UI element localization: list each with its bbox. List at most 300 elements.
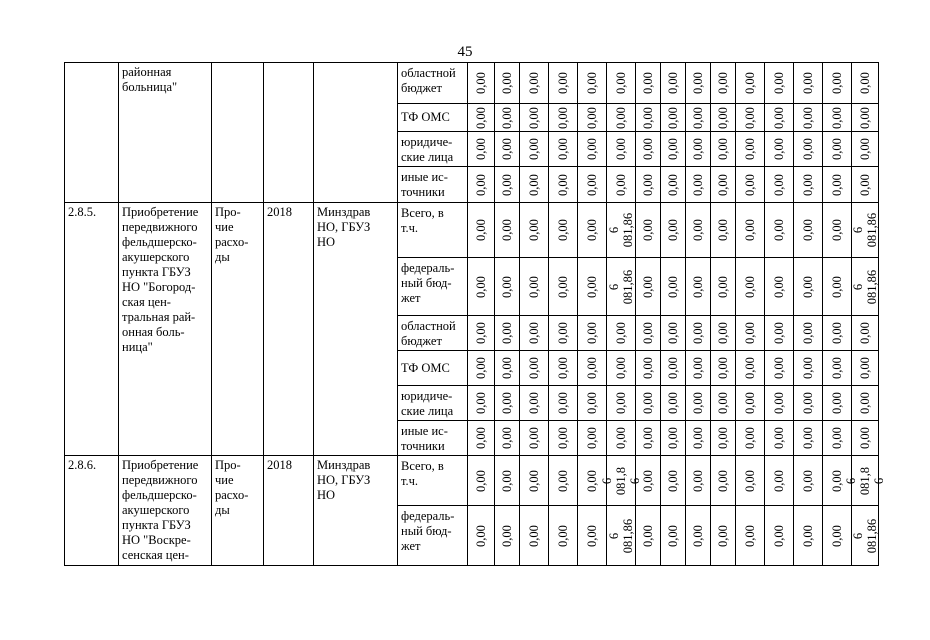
amount-value: 6 081,86 — [607, 518, 635, 553]
amount-value: 0,00 — [556, 322, 570, 344]
amount-value: 0,00 — [500, 72, 514, 94]
amount-value: 0,00 — [556, 275, 570, 298]
amount-cell — [520, 386, 549, 421]
amount-cell — [549, 421, 578, 456]
amount-cell — [711, 386, 736, 421]
amount-value: 6 081,86 — [607, 212, 635, 248]
amount-cell — [607, 167, 636, 203]
amount-value: 0,00 — [641, 392, 655, 414]
item-executor: Минздрав НО, ГБУЗ НО — [314, 456, 398, 566]
amount-cell — [549, 351, 578, 386]
amount-value: 0,00 — [801, 106, 815, 129]
amount-cell — [794, 104, 823, 132]
amount-cell — [495, 351, 520, 386]
amount-value: 0,00 — [474, 138, 488, 160]
amount-cell — [636, 456, 661, 506]
amount-value: 0,00 — [666, 322, 680, 344]
amount-value: 0,00 — [500, 275, 514, 298]
amount-value: 0,00 — [801, 219, 815, 241]
amount-cell — [823, 386, 852, 421]
amount-cell — [736, 316, 765, 351]
amount-value: 0,00 — [691, 427, 705, 449]
amount-value: 0,00 — [585, 357, 599, 379]
amount-cell — [794, 203, 823, 258]
amount-value: 0,00 — [772, 469, 786, 492]
amount-cell — [852, 132, 879, 167]
amount-value: 0,00 — [666, 173, 680, 196]
amount-value: 0,00 — [801, 138, 815, 160]
amount-value: 0,00 — [585, 275, 599, 298]
amount-value: 0,00 — [830, 173, 844, 196]
funding-source: юридиче- ские лица — [398, 132, 468, 167]
amount-value: 6 081,86 — [851, 212, 879, 248]
amount-cell — [823, 351, 852, 386]
funding-source: юридиче- ские лица — [398, 386, 468, 421]
amount-value: 0,00 — [772, 173, 786, 196]
amount-value: 0,00 — [801, 469, 815, 492]
amount-value: 0,00 — [474, 72, 488, 94]
amount-cell — [468, 258, 495, 316]
amount-value: 0,00 — [716, 275, 730, 298]
amount-value: 0,00 — [830, 106, 844, 129]
amount-cell — [765, 351, 794, 386]
funding-source: областной бюджет — [398, 63, 468, 104]
amount-cell — [495, 63, 520, 104]
amount-cell — [823, 316, 852, 351]
amount-cell — [607, 104, 636, 132]
amount-cell — [495, 316, 520, 351]
amount-value: 0,00 — [830, 322, 844, 344]
amount-value: 0,00 — [858, 106, 872, 129]
amount-value: 0,00 — [858, 427, 872, 449]
amount-cell — [794, 316, 823, 351]
amount-cell — [578, 203, 607, 258]
amount-value: 0,00 — [830, 219, 844, 241]
amount-value: 0,00 — [641, 138, 655, 160]
amount-cell — [549, 456, 578, 506]
amount-cell — [636, 167, 661, 203]
amount-cell — [661, 421, 686, 456]
amount-cell — [823, 63, 852, 104]
item-executor — [314, 63, 398, 203]
amount-cell — [711, 316, 736, 351]
amount-cell — [736, 351, 765, 386]
amount-value: 0,00 — [858, 357, 872, 379]
amount-value: 0,00 — [830, 72, 844, 94]
amount-value: 6 081,86 — [607, 269, 635, 304]
amount-value: 0,00 — [858, 392, 872, 414]
amount-cell — [495, 203, 520, 258]
amount-value: 0,00 — [743, 392, 757, 414]
amount-value: 0,00 — [801, 427, 815, 449]
amount-cell — [794, 258, 823, 316]
amount-value: 0,00 — [716, 173, 730, 196]
amount-cell — [468, 421, 495, 456]
amount-cell — [765, 386, 794, 421]
amount-value: 0,00 — [743, 469, 757, 492]
amount-cell — [520, 104, 549, 132]
amount-value: 0,00 — [691, 469, 705, 492]
amount-cell — [736, 132, 765, 167]
amount-value: 0,00 — [743, 106, 757, 129]
amount-value: 0,00 — [691, 275, 705, 298]
amount-value: 0,00 — [772, 392, 786, 414]
amount-value: 0,00 — [527, 219, 541, 241]
expense-type: Про- чие расхо- ды — [212, 203, 264, 456]
amount-value: 0,00 — [527, 469, 541, 492]
amount-value: 0,00 — [641, 173, 655, 196]
amount-value: 0,00 — [743, 275, 757, 298]
amount-cell — [711, 258, 736, 316]
table-row — [65, 456, 879, 506]
amount-cell — [852, 351, 879, 386]
amount-value: 0,00 — [830, 138, 844, 160]
amount-value: 0,00 — [474, 524, 488, 547]
amount-cell — [661, 132, 686, 167]
amount-cell — [794, 506, 823, 566]
amount-value: 0,00 — [716, 469, 730, 492]
amount-cell — [686, 421, 711, 456]
amount-cell — [686, 203, 711, 258]
amount-value: 0,00 — [527, 106, 541, 129]
funding-source: иные ис- точники — [398, 167, 468, 203]
amount-value: 0,00 — [500, 392, 514, 414]
amount-cell — [468, 104, 495, 132]
amount-cell — [549, 132, 578, 167]
amount-cell — [549, 386, 578, 421]
amount-value: 0,00 — [500, 322, 514, 344]
amount-value: 0,00 — [585, 322, 599, 344]
amount-value: 0,00 — [666, 427, 680, 449]
item-executor: Минздрав НО, ГБУЗ НО — [314, 203, 398, 456]
amount-value: 0,00 — [772, 322, 786, 344]
amount-cell — [636, 63, 661, 104]
amount-cell — [495, 506, 520, 566]
amount-cell — [765, 104, 794, 132]
amount-value: 0,00 — [614, 427, 628, 449]
amount-cell — [636, 104, 661, 132]
amount-cell — [686, 506, 711, 566]
amount-cell — [686, 104, 711, 132]
amount-value: 0,00 — [500, 219, 514, 241]
expense-type — [212, 63, 264, 203]
amount-cell — [794, 63, 823, 104]
item-name: районная больница" — [119, 63, 212, 203]
amount-value: 0,00 — [858, 322, 872, 344]
amount-cell — [578, 351, 607, 386]
amount-cell — [520, 132, 549, 167]
amount-value: 0,00 — [614, 357, 628, 379]
amount-value: 0,00 — [801, 275, 815, 298]
amount-cell — [578, 132, 607, 167]
amount-value: 0,00 — [585, 219, 599, 241]
amount-value: 0,00 — [585, 72, 599, 94]
amount-value: 0,00 — [556, 219, 570, 241]
amount-value: 0,00 — [474, 219, 488, 241]
amount-value: 0,00 — [500, 138, 514, 160]
amount-cell — [711, 104, 736, 132]
amount-cell — [765, 167, 794, 203]
amount-cell — [549, 203, 578, 258]
amount-value: 0,00 — [666, 469, 680, 492]
funding-source: федераль- ный бюд- жет — [398, 258, 468, 316]
amount-cell — [495, 132, 520, 167]
amount-cell — [520, 316, 549, 351]
amount-cell — [852, 421, 879, 456]
amount-value: 0,00 — [500, 524, 514, 547]
amount-cell — [468, 351, 495, 386]
amount-cell — [794, 386, 823, 421]
amount-cell — [823, 258, 852, 316]
amount-value: 0,00 — [772, 524, 786, 547]
amount-cell — [765, 316, 794, 351]
amount-value: 0,00 — [666, 138, 680, 160]
amount-value: 0,00 — [641, 469, 655, 492]
amount-cell — [636, 351, 661, 386]
amount-value: 0,00 — [527, 173, 541, 196]
amount-value: 0,00 — [716, 392, 730, 414]
amount-cell — [711, 351, 736, 386]
amount-value: 0,00 — [666, 392, 680, 414]
amount-value: 0,00 — [641, 275, 655, 298]
amount-cell — [765, 421, 794, 456]
amount-cell — [549, 506, 578, 566]
amount-cell — [661, 258, 686, 316]
amount-cell — [765, 506, 794, 566]
amount-cell — [823, 132, 852, 167]
amount-value: 6 081,86 — [851, 269, 879, 304]
amount-value: 0,00 — [556, 138, 570, 160]
amount-value: 0,00 — [830, 392, 844, 414]
amount-value: 0,00 — [527, 275, 541, 298]
amount-value: 0,00 — [691, 173, 705, 196]
amount-cell — [636, 421, 661, 456]
amount-value: 0,00 — [527, 357, 541, 379]
amount-value: 6 081,86 — [851, 518, 879, 553]
item-year: 2018 — [264, 456, 314, 566]
amount-cell — [661, 351, 686, 386]
amount-value: 0,00 — [743, 173, 757, 196]
page-number: 45 — [457, 44, 473, 60]
amount-value: 0,00 — [614, 72, 628, 94]
amount-value: 0,00 — [743, 138, 757, 160]
amount-value: 0,00 — [641, 524, 655, 547]
amount-cell — [686, 456, 711, 506]
amount-cell — [711, 63, 736, 104]
amount-value: 0,00 — [527, 138, 541, 160]
amount-value: 0,00 — [585, 469, 599, 492]
amount-cell — [636, 386, 661, 421]
amount-cell — [578, 104, 607, 132]
amount-value: 0,00 — [641, 219, 655, 241]
amount-value: 0,00 — [830, 357, 844, 379]
amount-cell — [711, 421, 736, 456]
amount-cell — [520, 258, 549, 316]
amount-cell — [823, 421, 852, 456]
amount-value: 6 081,8 6 — [844, 466, 886, 495]
amount-value: 0,00 — [500, 173, 514, 196]
amount-value: 0,00 — [556, 106, 570, 129]
funding-source: Всего, в т.ч. — [398, 203, 468, 258]
amount-cell — [495, 456, 520, 506]
amount-cell — [520, 167, 549, 203]
amount-value: 0,00 — [641, 72, 655, 94]
amount-value: 0,00 — [666, 524, 680, 547]
amount-value: 0,00 — [556, 469, 570, 492]
amount-cell — [661, 456, 686, 506]
amount-value: 0,00 — [716, 357, 730, 379]
amount-cell — [520, 351, 549, 386]
amount-value: 0,00 — [527, 524, 541, 547]
amount-value: 0,00 — [527, 322, 541, 344]
amount-cell — [520, 421, 549, 456]
amount-cell — [661, 203, 686, 258]
amount-cell — [607, 132, 636, 167]
amount-cell — [578, 258, 607, 316]
amount-value: 0,00 — [830, 524, 844, 547]
amount-value: 0,00 — [585, 138, 599, 160]
amount-cell — [607, 421, 636, 456]
amount-value: 0,00 — [474, 106, 488, 129]
amount-value: 0,00 — [527, 427, 541, 449]
amount-value: 0,00 — [585, 427, 599, 449]
amount-value: 0,00 — [830, 469, 844, 492]
amount-value: 0,00 — [691, 322, 705, 344]
amount-value: 0,00 — [614, 106, 628, 129]
amount-value: 0,00 — [585, 392, 599, 414]
amount-cell — [794, 132, 823, 167]
amount-value: 0,00 — [743, 219, 757, 241]
amount-value: 0,00 — [716, 106, 730, 129]
funding-source: иные ис- точники — [398, 421, 468, 456]
amount-cell — [495, 167, 520, 203]
amount-value: 0,00 — [858, 138, 872, 160]
amount-value: 0,00 — [691, 392, 705, 414]
amount-value: 0,00 — [801, 524, 815, 547]
funding-source: ТФ ОМС — [398, 104, 468, 132]
amount-cell — [852, 258, 879, 316]
amount-cell — [468, 386, 495, 421]
amount-value: 6 081,8 6 — [600, 466, 642, 495]
amount-cell — [711, 132, 736, 167]
amount-cell — [794, 421, 823, 456]
amount-value: 0,00 — [500, 427, 514, 449]
amount-cell — [686, 386, 711, 421]
amount-value: 0,00 — [691, 219, 705, 241]
amount-value: 0,00 — [716, 427, 730, 449]
table-row — [65, 203, 879, 258]
amount-cell — [468, 456, 495, 506]
amount-value: 0,00 — [858, 72, 872, 94]
amount-value: 0,00 — [527, 392, 541, 414]
amount-value: 0,00 — [716, 524, 730, 547]
amount-cell — [852, 316, 879, 351]
amount-cell — [736, 203, 765, 258]
amount-cell — [736, 104, 765, 132]
amount-value: 0,00 — [716, 72, 730, 94]
amount-cell — [607, 386, 636, 421]
amount-cell — [686, 132, 711, 167]
amount-value: 0,00 — [801, 322, 815, 344]
amount-cell — [468, 316, 495, 351]
amount-value: 0,00 — [614, 392, 628, 414]
item-number: 2.8.6. — [65, 456, 119, 566]
amount-cell — [661, 506, 686, 566]
amount-cell — [765, 258, 794, 316]
amount-cell — [852, 104, 879, 132]
amount-cell — [765, 63, 794, 104]
amount-cell — [736, 386, 765, 421]
amount-value: 0,00 — [556, 392, 570, 414]
amount-cell — [607, 316, 636, 351]
amount-cell — [794, 351, 823, 386]
amount-value: 0,00 — [527, 72, 541, 94]
amount-value: 0,00 — [474, 173, 488, 196]
amount-value: 0,00 — [585, 524, 599, 547]
amount-cell — [600, 456, 642, 506]
amount-cell — [495, 258, 520, 316]
amount-value: 0,00 — [743, 72, 757, 94]
amount-value: 0,00 — [614, 322, 628, 344]
amount-value: 0,00 — [474, 322, 488, 344]
amount-cell — [823, 167, 852, 203]
amount-cell — [578, 506, 607, 566]
item-name: Приобретение передвижного фельдшерско- акушерского пункта ГБУЗ НО "Воскре- сенская цен- — [119, 456, 212, 566]
amount-value: 0,00 — [691, 106, 705, 129]
amount-cell — [578, 316, 607, 351]
amount-value: 0,00 — [772, 106, 786, 129]
amount-cell — [520, 506, 549, 566]
amount-cell — [736, 258, 765, 316]
amount-cell — [636, 316, 661, 351]
amount-cell — [607, 351, 636, 386]
amount-cell — [765, 203, 794, 258]
amount-cell — [852, 386, 879, 421]
amount-value: 0,00 — [743, 357, 757, 379]
amount-value: 0,00 — [830, 427, 844, 449]
amount-value: 0,00 — [641, 106, 655, 129]
amount-cell — [686, 63, 711, 104]
amount-cell — [661, 63, 686, 104]
amount-cell — [549, 258, 578, 316]
amount-cell — [468, 63, 495, 104]
funding-source: федераль- ный бюд- жет — [398, 506, 468, 566]
amount-value: 0,00 — [743, 322, 757, 344]
amount-cell — [636, 203, 661, 258]
amount-cell — [520, 63, 549, 104]
amount-value: 0,00 — [716, 322, 730, 344]
amount-value: 0,00 — [474, 275, 488, 298]
amount-cell — [765, 456, 794, 506]
amount-cell — [636, 132, 661, 167]
amount-value: 0,00 — [474, 427, 488, 449]
amount-cell — [852, 203, 879, 258]
amount-value: 0,00 — [585, 173, 599, 196]
amount-cell — [661, 316, 686, 351]
item-name: Приобретение передвижного фельдшерско- акушерского пункта ГБУЗ НО "Богород- ская цен- тральная рай- онная боль- ница" — [119, 203, 212, 456]
amount-value: 0,00 — [666, 357, 680, 379]
amount-cell — [607, 203, 636, 258]
amount-value: 0,00 — [801, 173, 815, 196]
amount-cell — [520, 456, 549, 506]
amount-value: 0,00 — [801, 357, 815, 379]
amount-value: 0,00 — [556, 173, 570, 196]
amount-cell — [495, 386, 520, 421]
amount-cell — [736, 167, 765, 203]
amount-value: 0,00 — [716, 219, 730, 241]
amount-cell — [468, 506, 495, 566]
amount-cell — [607, 63, 636, 104]
